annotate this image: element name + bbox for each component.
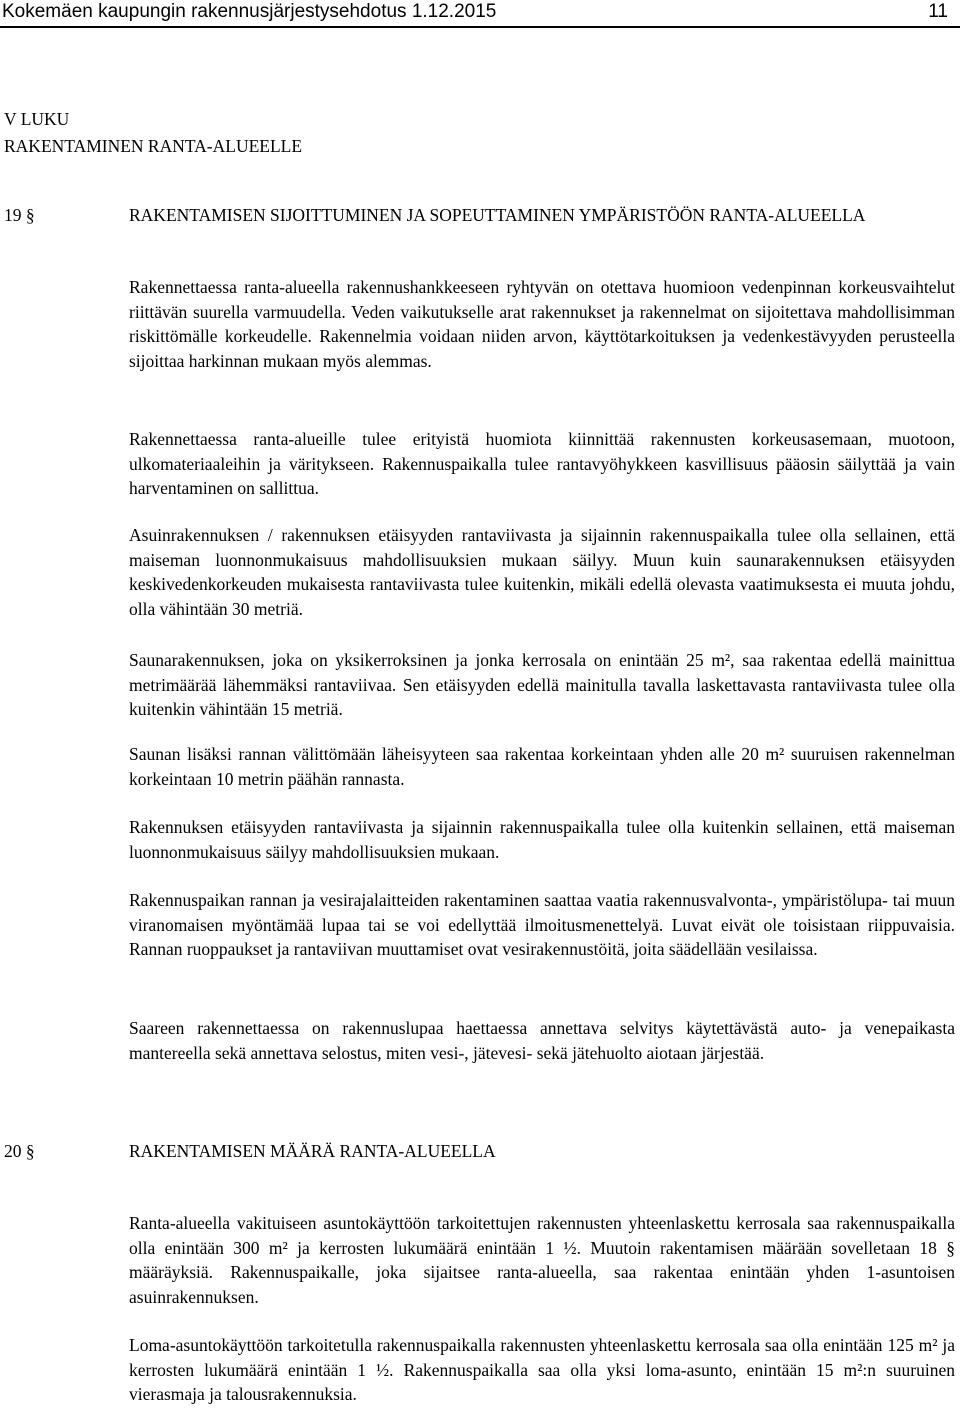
section-title: RAKENTAMISEN MÄÄRÄ RANTA-ALUEELLA <box>129 1141 496 1161</box>
section-title: RAKENTAMISEN SIJOITTUMINEN JA SOPEUTTAMINEN YMPÄRISTÖÖN RANTA-ALUEELLA <box>129 205 866 225</box>
paragraph: Saunan lisäksi rannan välittömään läheisyyteen saa rakentaa korkeintaan yhden alle 20 m² suuruisen rakennelman korkeintaan 10 metrin päähän rannasta. <box>129 744 955 789</box>
paragraph: Saareen rakennettaessa on rakennuslupaa haettaessa annettava selvitys käytettävästä auto- ja venepaikasta mantereella sekä annettava selostus, miten vesi-, jätevesi- sekä jätehuolto aiotaan järjestää. <box>129 1018 955 1063</box>
chapter-title: RAKENTAMINEN RANTA-ALUEELLE <box>4 136 303 156</box>
paragraph: Asuinrakennuksen / rakennuksen etäisyyden rantaviivasta ja sijainnin rakennuspaikalla tulee olla sellainen, että maiseman luonnonmukaisuus mahdollisuuksien mukaan säilyy. Muun kuin saunarakennuksen etäisyyden keskivedenkorkeuden mukaisesta rantaviivasta tulee kuitenkin, mikäli edellä olevasta vaatimuksesta ei muuta johdu, olla vähintään 30 metriä. <box>129 525 955 619</box>
paragraph: Rakennuksen etäisyyden rantaviivasta ja sijainnin rakennuspaikalla tulee olla kuitenkin sellainen, että maiseman luonnonmukaisuus säilyy mahdollisuuksien mukaan. <box>129 817 955 862</box>
paragraph: Rakennettaessa ranta-alueella rakennushankkeeseen ryhtyvän on otettava huomioon vedenpinnan korkeusvaihtelut riittävän suurella varmuudella. Veden vaikutukselle arat rakennukset ja rakennelmat on sijoitettava mahdollisimman riskittömälle korkeudelle. Rakennelmia voidaan niiden arvon, käyttötarkoituksen ja vedenkestävyyden perusteella sijoittaa harkinnan mukaan myös alemmas. <box>129 277 955 371</box>
paragraph: Rakennuspaikan rannan ja vesirajalaitteiden rakentaminen saattaa vaatia rakennusvalvonta-, ympäristölupa- tai muun viranomaisen myöntämää lupaa tai se voi edellyttää ilmoitusmenettelyä. Luvat eivät ole toisistaan riippuvaisia. Rannan ruoppaukset ja rantaviivan muuttamiset ovat vesirakennustöitä, joita säädellään vesilaissa. <box>129 890 955 959</box>
chapter-heading <box>4 106 302 160</box>
paragraph: Saunarakennuksen, joka on yksikerroksinen ja jonka kerrosala on enintään 25 m², saa rakentaa edellä mainittua metrimäärää lähemmäksi rantaviivaa. Sen etäisyyden edellä mainitulla tavalla laskettavasta rantaviivasta tulee olla kuitenkin vähintään 15 metriä. <box>129 650 955 719</box>
chapter-label: V LUKU <box>4 109 70 129</box>
paragraph: Ranta-alueella vakituiseen asuntokäyttöön tarkoitettujen rakennusten yhteenlaskettu kerrosala saa rakennuspaikalla olla enintään 300 m² ja kerrosten lukumäärä enintään 1 ½. Muutoin rakentamisen määrään sovelletaan 18 § määräyksiä. Rakennuspaikalle, joka sijaitsee ranta-alueella, saa rakentaa enintään yhden 1-asuntoisen asuinrakennuksen. <box>129 1213 955 1307</box>
page-header <box>0 0 960 28</box>
section-number: 19 § <box>4 205 35 225</box>
paragraph: Loma-asuntokäyttöön tarkoitetulla rakennuspaikalla rakennusten yhteenlaskettu kerrosala saa olla enintään 125 m² ja kerrosten lukumäärä enintään 1 ½. Rakennuspaikalla saa olla yksi loma-asunto, enintään 15 m²:n suuruinen vierasmaja ja talousrakennuksia. <box>129 1335 955 1404</box>
page-number: 11 <box>928 1 948 22</box>
paragraph: Rakennettaessa ranta-alueille tulee erityistä huomiota kiinnittää rakennusten korkeusasemaan, muotoon, ulkomateriaaleihin ja väritykseen. Rakennuspaikalla tulee rantavyöhykkeen kasvillisuus pääosin säilyttää ja vain harventaminen on sallittua. <box>129 429 955 498</box>
section-number: 20 § <box>4 1141 35 1161</box>
document-title: Kokemäen kaupungin rakennusjärjestysehdotus 1.12.2015 <box>2 1 497 22</box>
